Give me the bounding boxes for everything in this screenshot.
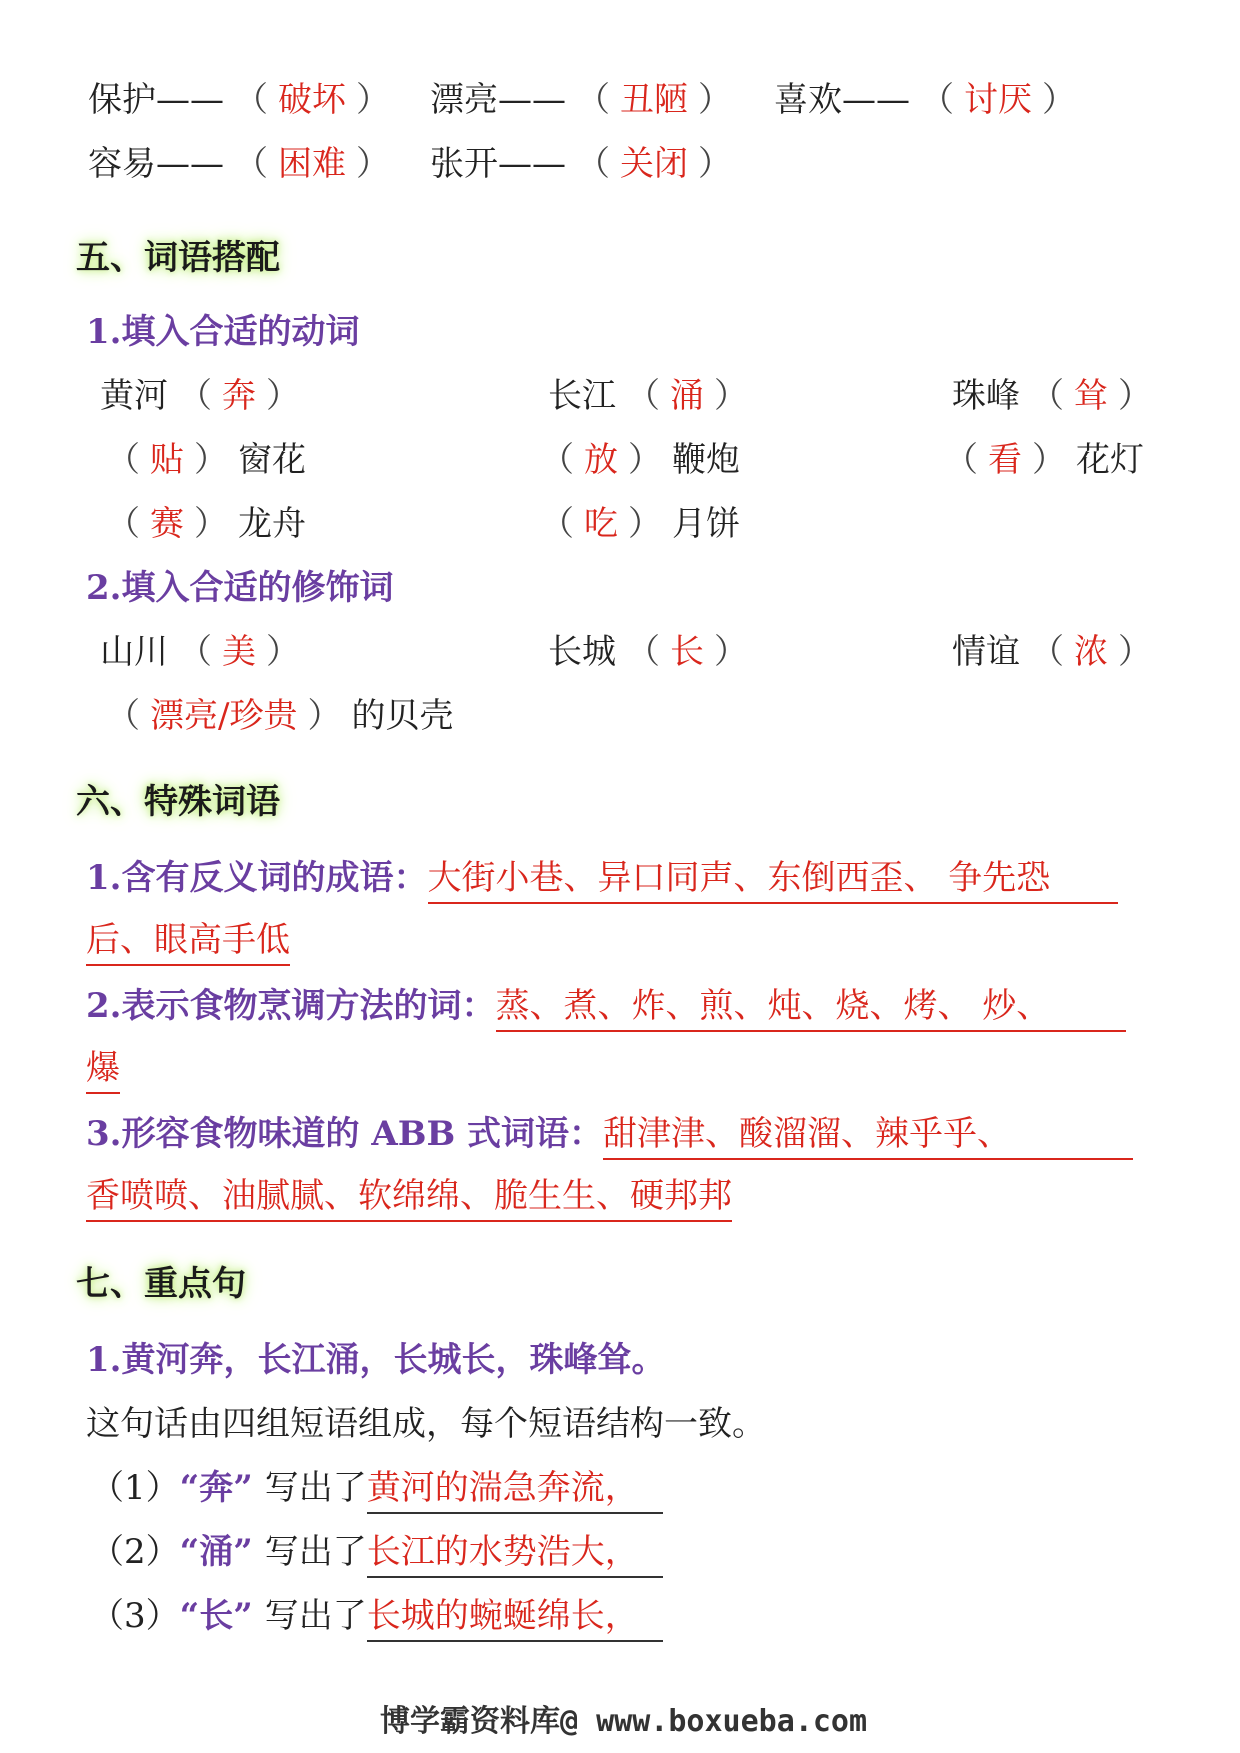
- analysis-item-2: （2）“涌” 写出了长江的水势浩大，: [90, 1530, 663, 1578]
- idiom-question: 1.含有反义词的成语：大街小巷、异口同声、东倒西歪、 争先恐: [86, 856, 1118, 904]
- antonym-4: 容易—— （ 困难 ）: [88, 144, 390, 184]
- verb-item-8: （ 吃 ） 月饼: [540, 504, 740, 544]
- section-5-heading: 五、词语搭配: [76, 238, 280, 278]
- verb-item-5: （ 放 ） 鞭炮: [540, 440, 740, 480]
- cooking-answer-cont: 爆: [86, 1046, 120, 1094]
- section-5-sub2: 2.填入合适的修饰词: [86, 568, 394, 608]
- idiom-answer-cont: 后、眼高手低: [86, 918, 290, 966]
- verb-item-1: 黄河 （ 奔 ）: [100, 376, 300, 416]
- section-6-heading: 六、特殊词语: [76, 782, 280, 822]
- verb-item-4: （ 贴 ） 窗花: [106, 440, 306, 480]
- analysis-item-3: （3）“长” 写出了长城的蜿蜒绵长，: [90, 1594, 663, 1642]
- antonym-3: 喜欢—— （ 讨厌 ）: [774, 80, 1076, 120]
- taste-question: 3.形容食物味道的 ABB 式词语：甜津津、酸溜溜、辣乎乎、: [86, 1112, 1133, 1160]
- antonym-1: 保护—— （ 破坏 ）: [88, 80, 390, 120]
- modifier-item-2: 长城 （ 长 ）: [548, 632, 748, 672]
- verb-item-3: 珠峰 （ 耸 ）: [952, 376, 1152, 416]
- verb-item-7: （ 赛 ） 龙舟: [106, 504, 306, 544]
- modifier-item-3: 情谊 （ 浓 ）: [952, 632, 1152, 672]
- antonym-5: 张开—— （ 关闭 ）: [430, 144, 732, 184]
- modifier-item-4: （ 漂亮/珍贵 ） 的贝壳: [106, 696, 454, 736]
- verb-item-2: 长江 （ 涌 ）: [548, 376, 748, 416]
- taste-answer-cont: 香喷喷、油腻腻、软绵绵、脆生生、硬邦邦: [86, 1174, 732, 1222]
- footer-watermark: 博学霸资料库@ www.boxueba.com: [380, 1704, 868, 1739]
- section-5-sub1: 1.填入合适的动词: [86, 312, 360, 352]
- key-sentence: 1.黄河奔，长江涌，长城长，珠峰耸。: [86, 1340, 666, 1380]
- section-7-heading: 七、重点句: [76, 1264, 246, 1304]
- sentence-explanation: 这句话由四组短语组成，每个短语结构一致。: [86, 1404, 766, 1444]
- analysis-item-1: （1）“奔” 写出了黄河的湍急奔流，: [90, 1466, 663, 1514]
- antonym-2: 漂亮—— （ 丑陋 ）: [430, 80, 732, 120]
- modifier-item-1: 山川 （ 美 ）: [100, 632, 300, 672]
- cooking-question: 2.表示食物烹调方法的词：蒸、煮、炸、煎、炖、烧、烤、 炒、: [86, 984, 1126, 1032]
- verb-item-6: （ 看 ） 花灯: [944, 440, 1144, 480]
